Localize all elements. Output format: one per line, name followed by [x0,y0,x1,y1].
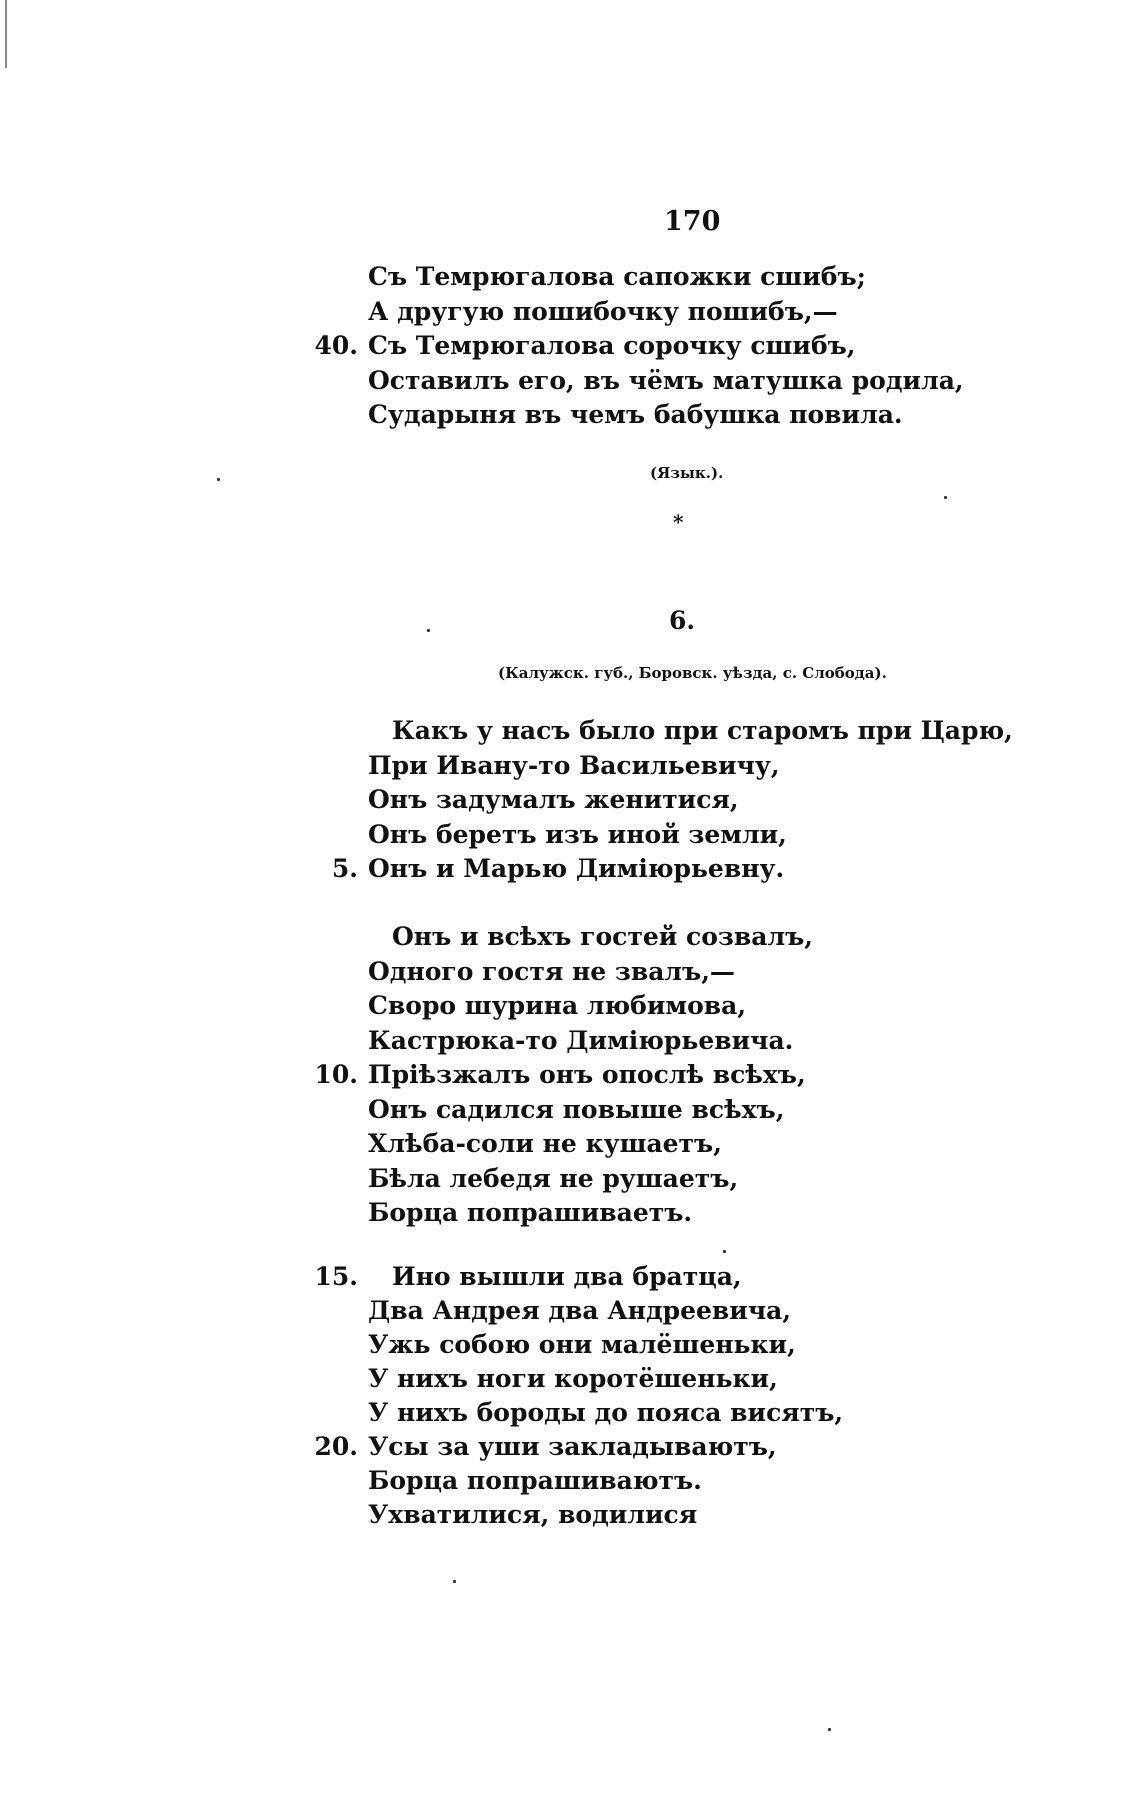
verse-line-text: Одного гостя не звалъ,— [368,956,735,986]
line-number: 5. [331,854,358,883]
verse-line-text: Онъ садился повыше всѣхъ, [368,1094,785,1124]
line-number: 15. [314,1262,358,1291]
verse-line-text: Оставилъ его, въ чёмъ матушка родила, [368,365,964,395]
verse-line-text: У нихъ бороды до пояса висятъ, [368,1398,844,1427]
scan-speck [453,1580,456,1583]
scan-speck [944,496,947,499]
verse-line-text: Сударыня въ чемъ бабушка повила. [368,400,903,429]
line-number: 10. [314,1060,358,1089]
verse-line-text: Съ Темрюгалова сорочку сшибъ, [368,331,856,360]
scan-speck [217,478,220,481]
page-edge-line [5,0,7,68]
verse-line-text: Прiѣзжалъ онъ опослѣ всѣхъ, [368,1060,806,1089]
verse-line-text: Онъ беретъ изъ иной земли, [368,819,787,849]
source-note-b: (Калужск. губ., Боровск. уѣзда, с. Слобода). [498,664,887,682]
verse-line-text: Ужь собою они малёшеньки, [368,1330,796,1359]
source-note-a: (Язык.). [650,464,724,482]
verse-line-text: Борца попрашиваетъ. [368,1198,693,1227]
scan-speck [427,629,430,632]
verse-line-text: Борца попрашиваютъ. [368,1466,702,1495]
verse-line-text: Съ Темрюгалова сапожки сшибъ; [368,262,866,291]
verse-line-text: Кастрюка-то Димiюрьевича. [368,1025,794,1055]
verse-line-text: Какъ у насъ было при старомъ при Царю, [392,716,1013,745]
verse-line-text: Онъ задумалъ женитися, [368,785,739,814]
verse-line-text: Своро шурина любимова, [368,991,747,1020]
verse-line-text: Бѣла лебедя не рушаетъ, [368,1163,739,1193]
verse-line-text: Хлѣба-соли не кушаетъ, [368,1129,722,1158]
section-number: 6. [669,606,696,635]
asterisk: * [673,510,684,534]
verse-line-text: Два Андрея два Андреевича, [368,1296,792,1325]
verse-line-text: Ухватилися, водилися [368,1500,698,1529]
line-number: 20. [314,1432,358,1461]
scan-speck [723,1250,726,1253]
verse-line-text: Усы за уши закладываютъ, [368,1432,777,1461]
verse-line-text: При Ивану-то Васильевичу, [368,750,780,780]
verse-line-text: Ино вышли два братца, [392,1262,742,1291]
verse-line-text: Онъ и Марью Димiюрьевну. [368,854,785,883]
verse-line-text: У нихъ ноги коротёшеньки, [368,1364,778,1393]
verse-line-text: Онъ и всѣхъ гостей созвалъ, [392,922,813,951]
scan-speck [828,1728,831,1731]
page-number: 170 [664,206,721,237]
verse-line-text: А другую пошибочку пошибъ,— [368,296,838,326]
line-number: 40. [314,331,358,360]
